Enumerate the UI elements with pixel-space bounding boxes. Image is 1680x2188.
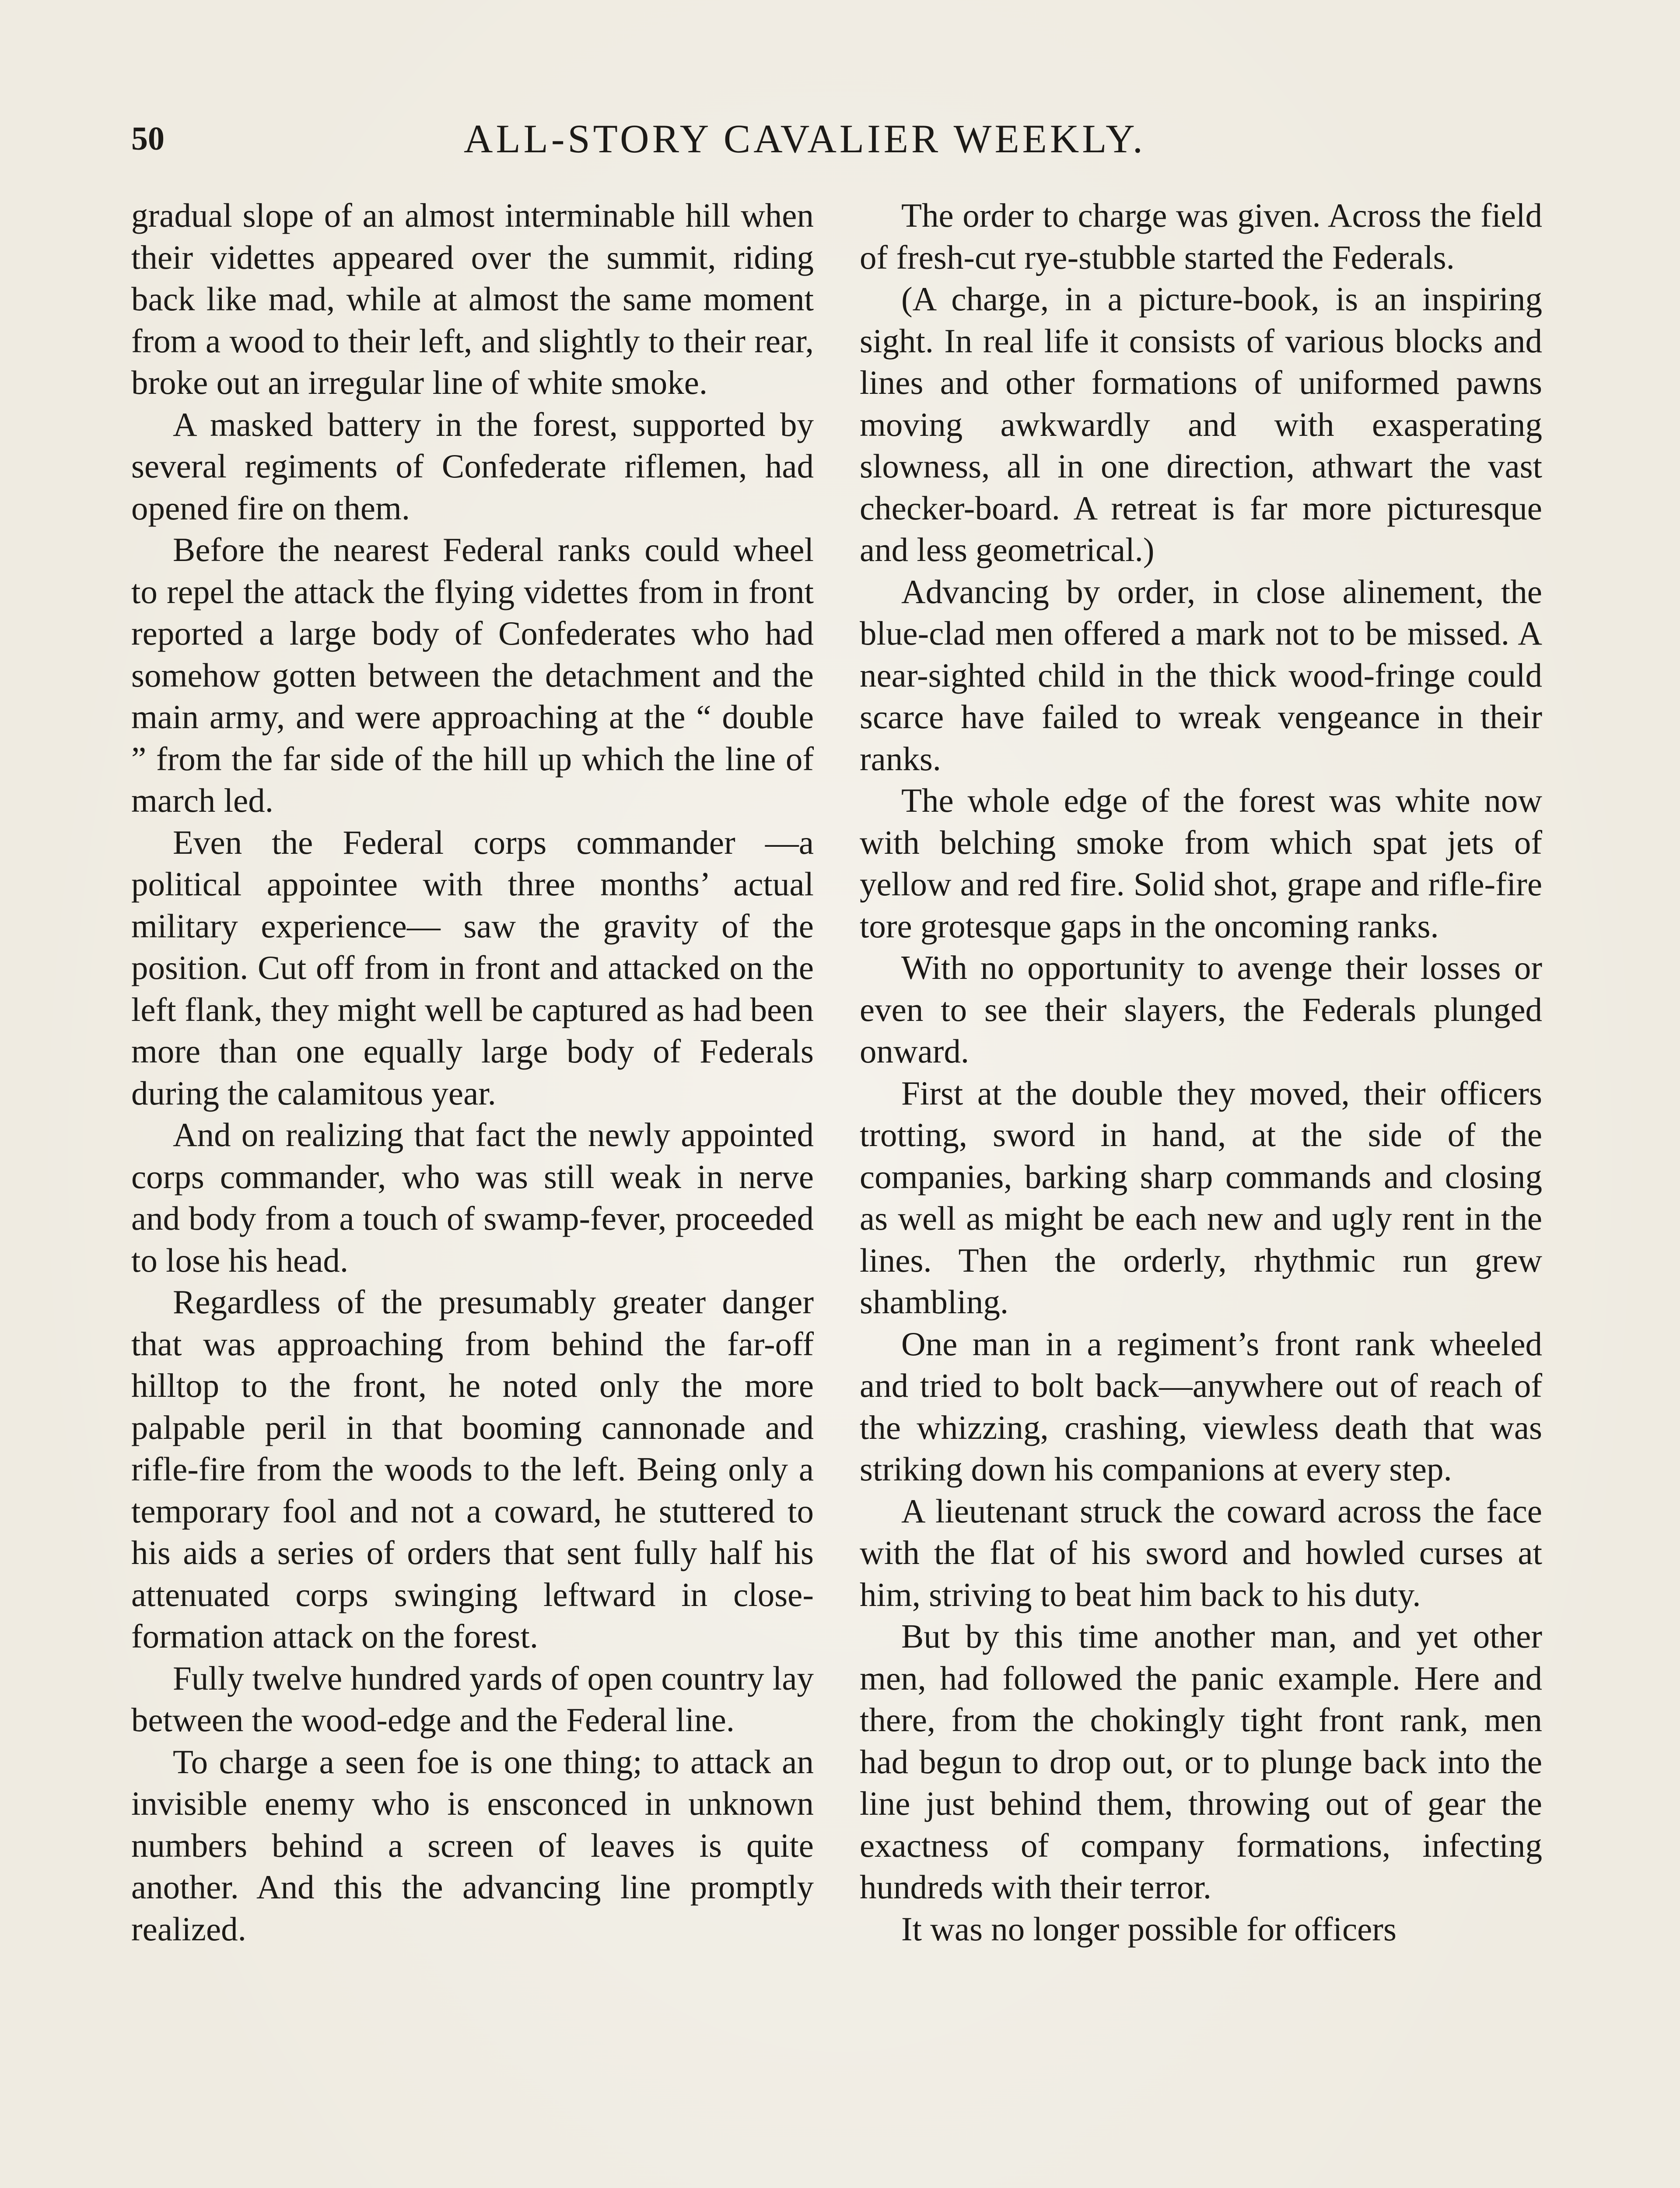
paragraph: With no opportunity to avenge their losses or even to see their slayers, the Federals plunged onward. (860, 949, 1542, 1070)
paragraph: To charge a seen foe is one thing; to attack an invisible enemy who is ensconced in unknown numbers behind a screen of leaves is quite another. And this the advancing line promptly realized. (131, 1743, 814, 1948)
paragraph: The order to charge was given. Across the field of fresh-cut rye-stubble started the Federals. (860, 196, 1542, 276)
running-head: ALL-STORY CAVALIER WEEKLY. (464, 116, 1146, 161)
paragraph: Before the nearest Federal ranks could wheel to repel the attack the flying videttes from in front reported a large body of Confederates who had somehow gotten between the detachment and the main army, and were approaching at the “ double ” from the far side of the hill up which the line of march led. (131, 531, 814, 819)
left-column (131, 195, 814, 1950)
paragraph: It was no longer possible for officers (901, 1910, 1396, 1948)
paragraph: The whole edge of the forest was white now with belching smoke from which spat jets of yellow and red fire. Solid shot, grape and rifle-fire tore grotesque gaps in the oncoming ranks. (860, 782, 1542, 945)
paragraph: A lieutenant struck the coward across the face with the flat of his sword and howled curses at him, striving to beat him back to his duty. (860, 1492, 1542, 1613)
paragraph: Fully twelve hundred yards of open country lay between the wood-edge and the Federal line. (131, 1659, 814, 1739)
right-column (860, 195, 1542, 1950)
paragraph: A masked battery in the forest, supported by several regiments of Confederate riflemen, had opened fire on them. (131, 405, 814, 527)
paragraph: Regardless of the presumably greater danger that was approaching from behind the far-off hilltop to the front, he noted only the more palpable peril in that booming cannonade and rifle-fire from the woods to the left. Being only a temporary fool and not a coward, he stuttered to his aids a series of orders that sent fully half his attenuated corps swinging leftward in close-formation attack on the forest. (131, 1283, 814, 1655)
paragraph: One man in a regiment’s front rank wheeled and tried to bolt back—anywhere out of reach of the whizzing, crashing, viewless death that was striking down his companions at every step. (860, 1325, 1542, 1488)
paragraph: Advancing by order, in close alinement, the blue-clad men offered a mark not to be missed. A near-sighted child in the thick wood-fringe could scarce have failed to wreak vengeance in their ranks. (860, 572, 1542, 778)
page-number: 50 (131, 120, 164, 157)
paragraph: gradual slope of an almost interminable hill when their videttes appeared over the summit, riding back like mad, while at almost the same moment from a wood to their left, and slightly to their rear, broke out an irregular line of white smoke. (131, 196, 814, 401)
paragraph: (A charge, in a picture-book, is an inspiring sight. In real life it consists of various blocks and lines and other formations of uniformed pawns moving awkwardly and with exasperating slowness, all in one direction, athwart the vast checker-board. A retreat is far more picturesque and less geometrical.) (860, 280, 1542, 568)
paragraph: Even the Federal corps commander —a political appointee with three months’ actual military experience— saw the gravity of the position. Cut off from in front and attacked on the left flank, they might well be captured as had been more than one equally large body of Federals during the calamitous year. (131, 823, 814, 1112)
paragraph: First at the double they moved, their officers trotting, sword in hand, at the side of the companies, barking sharp commands and closing as well as might be each new and ugly rent in the lines. Then the orderly, rhythmic run grew shambling. (860, 1074, 1542, 1321)
paragraph: And on realizing that fact the newly appointed corps commander, who was still weak in nerve and body from a touch of swamp-fever, proceeded to lose his head. (131, 1116, 814, 1279)
page-header (131, 115, 1549, 163)
paragraph: But by this time another man, and yet other men, had followed the panic example. Here and there, from the chokingly tight front rank, men had begun to drop out, or to plunge back into the line just behind them, throwing out of gear the exactness of company formations, infecting hundreds with their terror. (860, 1617, 1542, 1906)
